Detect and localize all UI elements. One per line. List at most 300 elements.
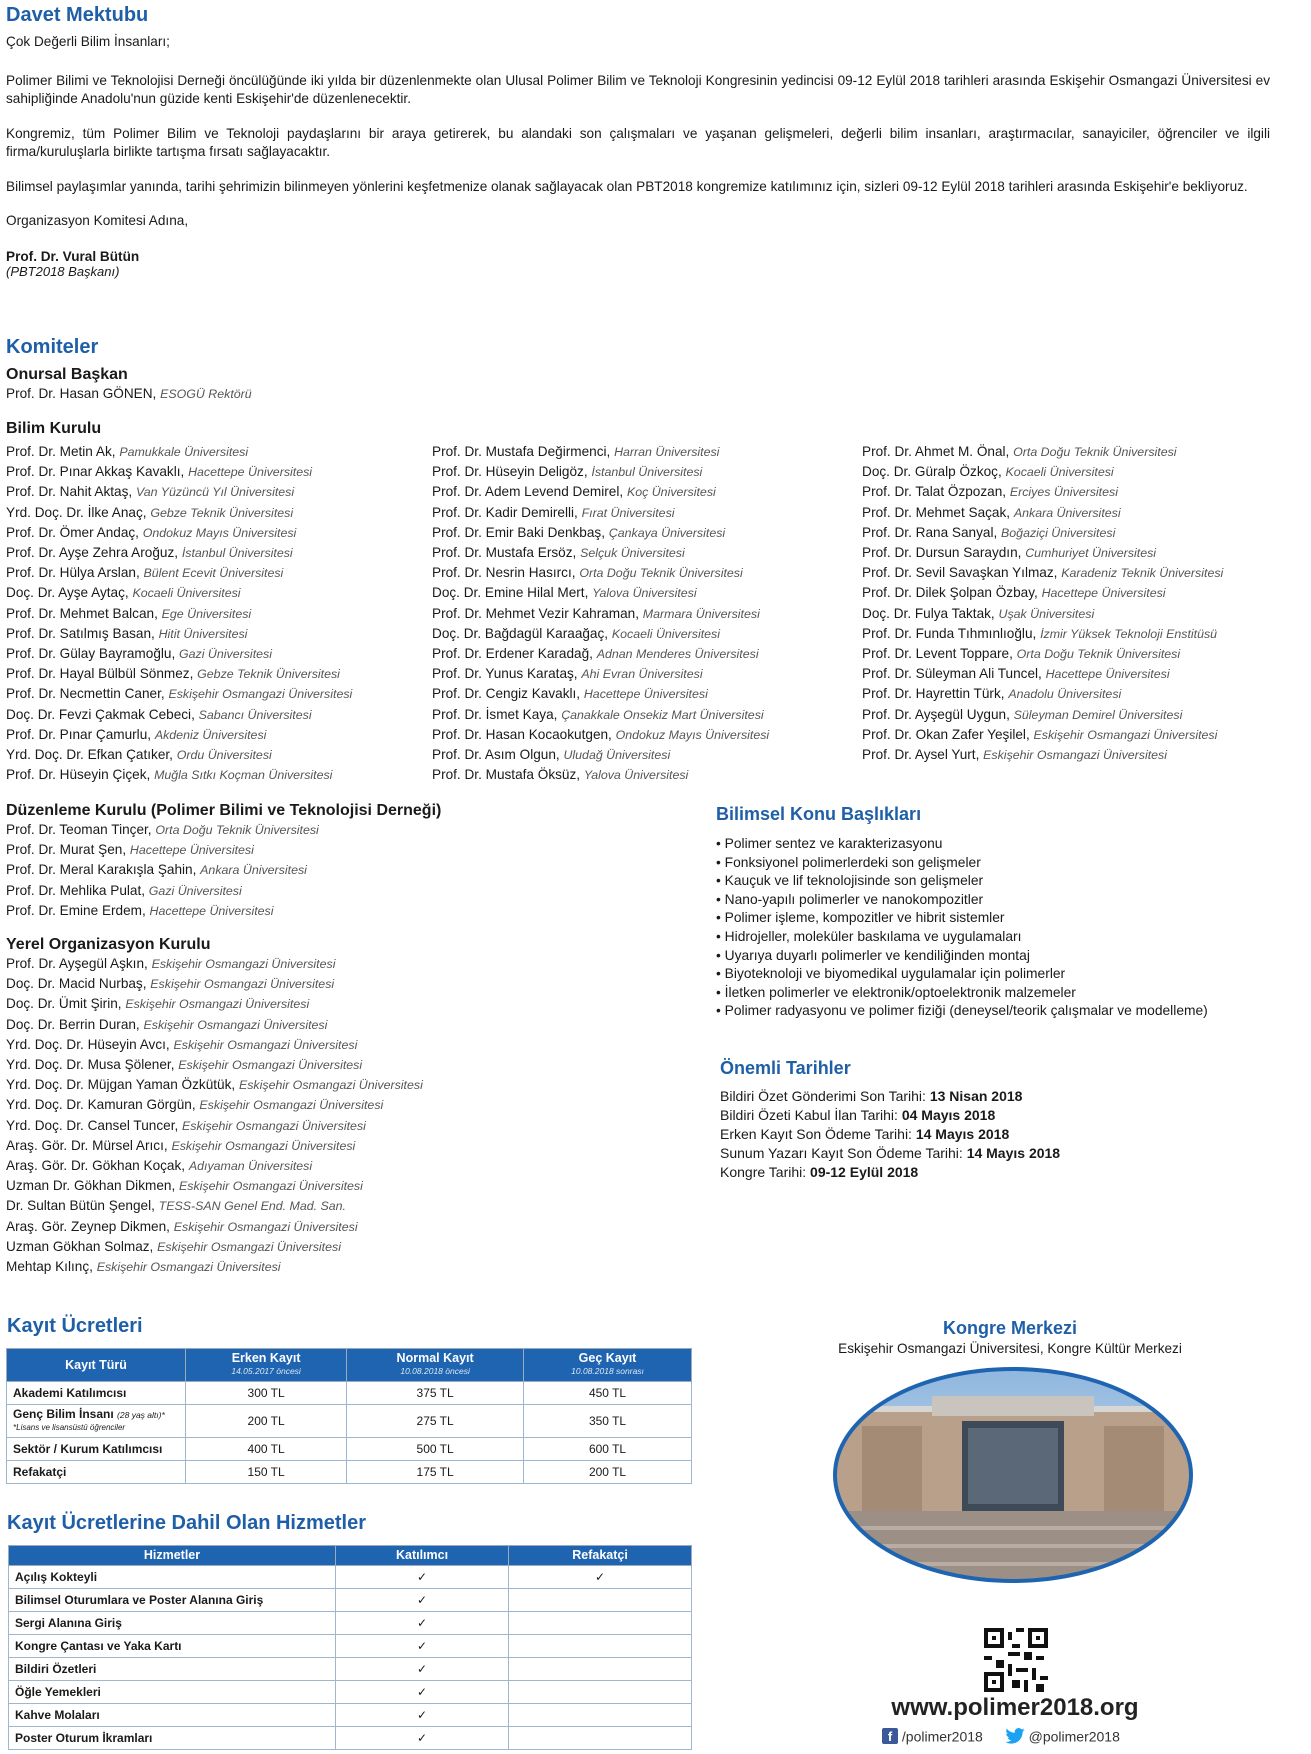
person-name: Doç. Dr. Macid Nurbaş, bbox=[6, 976, 147, 992]
list-item bbox=[6, 1217, 423, 1237]
person-affiliation: Orta Doğu Teknik Üniversitesi bbox=[579, 566, 743, 581]
person-name: Prof. Dr. Mustafa Değirmenci, bbox=[432, 444, 611, 459]
topic-item: • Nano-yapılı polimerler ve nanokompozitler bbox=[716, 891, 1276, 910]
person-name: Doç. Dr. Bağdagül Karaağaç, bbox=[432, 625, 609, 641]
date-value: 14 Mayıs 2018 bbox=[966, 1145, 1061, 1161]
person-name: Prof. Dr. İsmet Kaya, bbox=[432, 706, 558, 722]
invitation-paragraph: Bilimsel paylaşımlar yanında, tarihi şehrimizin bilinmeyen yönlerini keşfetmenize olanak sağlayacak olan PBT2018 kongremize katılımınız için, sizleri 09-12 Eylül 2018 tarihleri arasında Eskişehir'e bekliyoruz. bbox=[6, 178, 1248, 194]
person-affiliation: Ondokuz Mayıs Üniversitesi bbox=[142, 525, 297, 540]
facebook-handle[interactable]: /polimer2018 bbox=[901, 1728, 983, 1745]
person-name: Prof. Dr. Sevil Savaşkan Yılmaz, bbox=[862, 565, 1058, 581]
person-name: Prof. Dr. Erdener Karadağ, bbox=[432, 646, 593, 662]
person-name: Prof. Dr. Levent Toppare, bbox=[862, 646, 1013, 662]
venue-section bbox=[790, 1318, 1230, 1356]
invitation-greeting: Çok Değerli Bilim İnsanları; bbox=[6, 34, 170, 49]
invitation-title: Davet Mektubu bbox=[6, 4, 149, 26]
date-row bbox=[720, 1144, 1240, 1163]
person-name: Uzman Gökhan Solmaz, bbox=[6, 1238, 154, 1254]
person-affiliation: Cumhuriyet Üniversitesi bbox=[1025, 546, 1157, 561]
date-label: Kongre Tarihi: bbox=[720, 1164, 807, 1180]
local-section bbox=[6, 936, 423, 1277]
person-affiliation: Çankaya Üniversitesi bbox=[608, 525, 726, 540]
organizing-list bbox=[6, 820, 441, 921]
list-item bbox=[862, 745, 1223, 765]
honorary-list bbox=[6, 384, 252, 404]
person-name: Doç. Dr. Ümit Şirin, bbox=[6, 996, 122, 1012]
person-name: Yrd. Doç. Dr. Efkan Çatıker, bbox=[6, 747, 173, 763]
list-item bbox=[432, 503, 769, 523]
person-affiliation: Eskişehir Osmangazi Üniversitesi bbox=[182, 1118, 366, 1133]
list-item bbox=[6, 974, 423, 994]
organizing-title: Düzenleme Kurulu (Polimer Bilimi ve Teknolojisi Derneği) bbox=[6, 802, 442, 819]
person-affiliation: Akdeniz Üniversitesi bbox=[154, 727, 267, 742]
qr-code-icon[interactable] bbox=[984, 1628, 1048, 1692]
person-affiliation: Eskişehir Osmangazi Üniversitesi bbox=[173, 1219, 358, 1234]
signer-name: Prof. Dr. Vural Bütün bbox=[6, 248, 140, 264]
date-row bbox=[720, 1087, 1240, 1106]
table-row: Refakatçi 150 TL 175 TL 200 TL bbox=[7, 1461, 692, 1484]
person-name: Doç. Dr. Güralp Özkoç, bbox=[862, 464, 1002, 480]
person-name: Prof. Dr. Mustafa Öksüz, bbox=[432, 767, 581, 783]
person-affiliation: Gazi Üniversitesi bbox=[179, 647, 272, 662]
venue-title: Kongre Merkezi bbox=[942, 1318, 1078, 1338]
list-item bbox=[862, 725, 1223, 745]
invitation-section bbox=[6, 4, 1270, 279]
person-affiliation: Hitit Üniversitesi bbox=[158, 626, 248, 641]
facebook-icon[interactable]: f bbox=[882, 1728, 898, 1744]
list-item bbox=[862, 705, 1223, 725]
person-name: Prof. Dr. Ayşe Zehra Aroğuz, bbox=[6, 545, 179, 561]
website-link[interactable]: www.polimer2018.org bbox=[891, 1694, 1139, 1721]
person-affiliation: Kocaeli Üniversitesi bbox=[611, 626, 720, 641]
person-affiliation: Eskişehir Osmangazi Üniversitesi bbox=[179, 1179, 363, 1194]
person-name: Yrd. Doç. Dr. Cansel Tuncer, bbox=[6, 1117, 179, 1133]
list-item bbox=[6, 1015, 423, 1035]
person-affiliation: Uşak Üniversitesi bbox=[998, 606, 1095, 621]
topic-item: • Kauçuk ve lif teknolojisinde son gelişmeler bbox=[716, 872, 1276, 891]
list-item bbox=[6, 1055, 423, 1075]
person-name: Prof. Dr. Yunus Karataş, bbox=[432, 666, 578, 682]
list-item bbox=[862, 482, 1223, 502]
list-item bbox=[6, 563, 352, 583]
person-affiliation: İzmir Yüksek Teknoloji Enstitüsü bbox=[1040, 626, 1218, 641]
list-item bbox=[862, 503, 1223, 523]
fees-title: Kayıt Ücretleri bbox=[7, 1315, 143, 1337]
topics-title: Bilimsel Konu Başlıkları bbox=[716, 804, 922, 824]
list-item bbox=[6, 1035, 423, 1055]
person-name: Prof. Dr. Mehlika Pulat, bbox=[6, 882, 146, 898]
list-item bbox=[862, 604, 1223, 624]
local-list bbox=[6, 954, 423, 1277]
person-affiliation: İstanbul Üniversitesi bbox=[591, 465, 703, 480]
date-value: 04 Mayıs 2018 bbox=[901, 1107, 996, 1123]
services-table bbox=[8, 1545, 692, 1750]
list-item bbox=[6, 1156, 423, 1176]
person-affiliation: Süleyman Demirel Üniversitesi bbox=[1013, 707, 1183, 722]
list-item bbox=[6, 644, 352, 664]
person-name: Yrd. Doç. Dr. Hüseyin Avcı, bbox=[6, 1036, 170, 1052]
person-name: Prof. Dr. Hayal Bülbül Sönmez, bbox=[6, 666, 194, 682]
date-row bbox=[720, 1163, 1240, 1182]
person-name: Prof. Dr. Funda Tıhmınlıoğlu, bbox=[862, 625, 1037, 641]
person-affiliation: Ankara Üniversitesi bbox=[1013, 505, 1121, 520]
person-affiliation: Gebze Teknik Üniversitesi bbox=[197, 667, 340, 682]
person-affiliation: Anadolu Üniversitesi bbox=[1008, 687, 1122, 702]
person-affiliation: Ankara Üniversitesi bbox=[200, 863, 307, 878]
social-links bbox=[882, 1727, 1120, 1744]
person-affiliation: Hacettepe Üniversitesi bbox=[129, 843, 254, 858]
list-item bbox=[432, 644, 769, 664]
person-affiliation: Orta Doğu Teknik Üniversitesi bbox=[155, 823, 319, 837]
person-affiliation: ESOGÜ Rektörü bbox=[160, 387, 252, 401]
table-row: Genç Bilim İnsanı (28 yaş altı)* *Lisans ve lisansüstü öğrenciler 200 TL 275 TL 350 TL bbox=[7, 1405, 692, 1438]
person-affiliation: Eskişehir Osmangazi Üniversitesi bbox=[173, 1037, 358, 1052]
person-affiliation: Sabancı Üniversitesi bbox=[198, 707, 312, 722]
list-item bbox=[6, 954, 423, 974]
services-title: Kayıt Ücretlerine Dahil Olan Hizmetler bbox=[7, 1512, 367, 1534]
person-affiliation: Erciyes Üniversitesi bbox=[1009, 485, 1118, 500]
date-value: 14 Mayıs 2018 bbox=[915, 1126, 1010, 1142]
science-committee-col2 bbox=[432, 442, 769, 785]
person-name: Prof. Dr. Gülay Bayramoğlu, bbox=[6, 646, 176, 662]
list-item bbox=[432, 725, 769, 745]
person-name: Prof. Dr. Necmettin Caner, bbox=[6, 686, 165, 702]
person-affiliation: Eskişehir Osmangazi Üniversitesi bbox=[238, 1078, 423, 1093]
date-label: Bildiri Özeti Kabul İlan Tarihi: bbox=[720, 1107, 898, 1123]
fees-header: Kayıt Türü bbox=[7, 1349, 186, 1382]
person-affiliation: Kocaeli Üniversitesi bbox=[1005, 465, 1114, 480]
topic-item: • Biyoteknoloji ve biyomedikal uygulamalar için polimerler bbox=[716, 965, 1276, 984]
person-name: Prof. Dr. Murat Şen, bbox=[6, 842, 127, 858]
person-name: Yrd. Doç. Dr. Musa Şölener, bbox=[6, 1057, 175, 1073]
person-affiliation: Eskişehir Osmangazi Üniversitesi bbox=[151, 957, 336, 971]
person-affiliation: Eskişehir Osmangazi Üniversitesi bbox=[1033, 727, 1218, 742]
list-item bbox=[432, 462, 769, 482]
committees-title: Komiteler bbox=[6, 336, 99, 358]
person-affiliation: Hacettepe Üniversitesi bbox=[1045, 667, 1170, 682]
person-name: Prof. Dr. Talat Özpozan, bbox=[862, 484, 1007, 500]
list-item bbox=[432, 442, 769, 462]
person-name: Prof. Dr. Pınar Çamurlu, bbox=[6, 726, 152, 742]
person-affiliation: Eskişehir Osmangazi Üniversitesi bbox=[157, 1239, 341, 1254]
person-affiliation: Hacettepe Üniversitesi bbox=[188, 465, 313, 480]
person-affiliation: TESS-SAN Genel End. Mad. San. bbox=[158, 1199, 346, 1214]
list-item bbox=[6, 503, 352, 523]
topic-item: • Polimer işleme, kompozitler ve hibrit sistemler bbox=[716, 909, 1276, 928]
venue-subtitle: Eskişehir Osmangazi Üniversitesi, Kongre Kültür Merkezi bbox=[838, 1341, 1182, 1356]
list-item bbox=[6, 765, 352, 785]
services-header: Katılımcı bbox=[336, 1546, 509, 1566]
table-row: Akademi Katılımcısı 300 TL 375 TL 450 TL bbox=[7, 1382, 692, 1405]
person-name: Prof. Dr. Hayrettin Türk, bbox=[862, 686, 1005, 702]
local-title: Yerel Organizasyon Kurulu bbox=[6, 936, 211, 953]
list-item bbox=[6, 1237, 423, 1257]
person-affiliation: Eskişehir Osmangazi Üniversitesi bbox=[96, 1260, 281, 1275]
person-affiliation: Adnan Menderes Üniversitesi bbox=[596, 647, 759, 662]
dates-section bbox=[720, 1058, 1240, 1182]
list-item bbox=[6, 705, 352, 725]
person-name: Doç. Dr. Fulya Taktak, bbox=[862, 605, 995, 621]
person-name: Doç. Dr. Ayşe Aytaç, bbox=[6, 585, 129, 601]
person-name: Prof. Dr. Pınar Akkaş Kavaklı, bbox=[6, 464, 185, 480]
person-name: Prof. Dr. Ahmet M. Önal, bbox=[862, 444, 1010, 459]
fees-table bbox=[6, 1348, 692, 1484]
honorary-title: Onursal Başkan bbox=[6, 366, 128, 383]
person-name: Uzman Dr. Gökhan Dikmen, bbox=[6, 1178, 176, 1194]
person-name: Prof. Dr. Rana Sanyal, bbox=[862, 524, 998, 540]
list-item bbox=[432, 583, 769, 603]
person-affiliation: Eskişehir Osmangazi Üniversitesi bbox=[150, 977, 335, 992]
table-row: Poster Oturum İkramları ✓ bbox=[9, 1727, 692, 1750]
person-affiliation: Harran Üniversitesi bbox=[614, 445, 720, 459]
list-item bbox=[6, 684, 352, 704]
list-item bbox=[432, 624, 769, 644]
list-item bbox=[6, 583, 352, 603]
twitter-icon[interactable] bbox=[1005, 1728, 1025, 1744]
date-label: Sunum Yazarı Kayıt Son Ödeme Tarihi: bbox=[720, 1145, 963, 1161]
table-row: Kongre Çantası ve Yaka Kartı ✓ bbox=[9, 1635, 692, 1658]
list-item bbox=[862, 644, 1223, 664]
person-name: Araş. Gör. Zeynep Dikmen, bbox=[6, 1218, 170, 1234]
person-name: Prof. Dr. Hülya Arslan, bbox=[6, 565, 140, 581]
list-item bbox=[6, 901, 441, 921]
topic-item: • İletken polimerler ve elektronik/optoelektronik malzemeler bbox=[716, 984, 1276, 1003]
list-item bbox=[862, 624, 1223, 644]
fees-header: Erken Kayıt 14.05.2017 öncesi bbox=[186, 1349, 347, 1382]
person-name: Prof. Dr. Hasan GÖNEN, bbox=[6, 386, 157, 401]
list-item bbox=[432, 482, 769, 502]
person-name: Yrd. Doç. Dr. Müjgan Yaman Özkütük, bbox=[6, 1077, 236, 1093]
person-name: Prof. Dr. Hüseyin Deligöz, bbox=[432, 464, 588, 480]
table-row: Bilimsel Oturumlara ve Poster Alanına Giriş ✓ bbox=[9, 1589, 692, 1612]
list-item bbox=[6, 1095, 423, 1115]
person-affiliation: Boğaziçi Üniversitesi bbox=[1001, 525, 1116, 540]
fees-header: Geç Kayıt 10.08.2018 sonrası bbox=[524, 1349, 692, 1382]
person-affiliation: Ahi Evran Üniversitesi bbox=[581, 667, 703, 682]
list-item bbox=[6, 725, 352, 745]
list-item bbox=[862, 583, 1223, 603]
person-name: Prof. Dr. Dilek Şolpan Özbay, bbox=[862, 585, 1038, 601]
person-name: Prof. Dr. Mustafa Ersöz, bbox=[432, 545, 577, 561]
person-affiliation: Gebze Teknik Üniversitesi bbox=[150, 505, 294, 520]
table-row: Bildiri Özetleri ✓ bbox=[9, 1658, 692, 1681]
person-affiliation: Orta Doğu Teknik Üniversitesi bbox=[1016, 647, 1181, 662]
list-item bbox=[6, 1176, 423, 1196]
person-affiliation: Bülent Ecevit Üniversitesi bbox=[143, 566, 284, 581]
person-name: Prof. Dr. Ömer Andaç, bbox=[6, 524, 139, 540]
person-name: Yrd. Doç. Dr. Kamuran Görgün, bbox=[6, 1097, 196, 1113]
dates-title: Önemli Tarihler bbox=[720, 1058, 851, 1078]
topic-item: • Uyarıya duyarlı polimerler ve kendiliğinden montaj bbox=[716, 947, 1276, 966]
list-item bbox=[6, 1196, 423, 1216]
person-name: Prof. Dr. Mehmet Vezir Kahraman, bbox=[432, 605, 640, 621]
list-item bbox=[6, 664, 352, 684]
date-label: Bildiri Özet Gönderimi Son Tarihi: bbox=[720, 1088, 926, 1104]
topic-item: • Polimer sentez ve karakterizasyonu bbox=[716, 835, 1276, 854]
list-item bbox=[862, 563, 1223, 583]
list-item bbox=[6, 745, 352, 765]
list-item bbox=[6, 1116, 423, 1136]
services-header: Hizmetler bbox=[9, 1546, 336, 1566]
person-name: Prof. Dr. Asım Olgun, bbox=[432, 747, 560, 763]
invitation-paragraph: Polimer Bilimi ve Teknolojisi Derneği öncülüğünde iki yılda bir düzenlenmekte olan Ulusal Polimer Bilim ve Teknoloji Kongresinin yedincisi 09-12 Eylül 2018 tarihleri arasında Eskişehir Osmangazi Üniversitesi ev sahipliğinde Anadolu'nun güzide kenti Eskişehir'de düzenlenecektir. bbox=[6, 72, 1270, 106]
person-affiliation: Selçuk Üniversitesi bbox=[580, 546, 685, 561]
person-affiliation: Eskişehir Osmangazi Üniversitesi bbox=[983, 748, 1168, 763]
list-item bbox=[862, 543, 1223, 563]
person-name: Prof. Dr. Adem Levend Demirel, bbox=[432, 484, 624, 500]
list-item bbox=[6, 820, 441, 840]
organizing-section bbox=[6, 802, 441, 921]
date-value: 09-12 Eylül 2018 bbox=[810, 1164, 919, 1180]
list-item bbox=[6, 482, 352, 502]
science-committee-col3 bbox=[862, 442, 1223, 765]
list-item bbox=[6, 462, 352, 482]
person-affiliation: Yalova Üniversitesi bbox=[592, 586, 697, 601]
person-affiliation: Eskişehir Osmangazi Üniversitesi bbox=[125, 997, 310, 1012]
person-affiliation: Kocaeli Üniversitesi bbox=[132, 586, 241, 601]
science-committee-col1 bbox=[6, 442, 352, 785]
person-affiliation: Uludağ Üniversitesi bbox=[563, 748, 671, 763]
invitation-closing: Organizasyon Komitesi Adına, bbox=[6, 213, 189, 228]
person-name: Prof. Dr. Metin Ak, bbox=[6, 444, 116, 459]
person-name: Yrd. Doç. Dr. İlke Anaç, bbox=[6, 504, 147, 520]
person-affiliation: Eskişehir Osmangazi Üniversitesi bbox=[178, 1058, 363, 1073]
honorary-section bbox=[6, 366, 252, 404]
person-name: Doç. Dr. Emine Hilal Mert, bbox=[432, 585, 589, 601]
person-name: Prof. Dr. Mehmet Saçak, bbox=[862, 504, 1011, 520]
person-name: Prof. Dr. Hüseyin Çiçek, bbox=[6, 767, 151, 783]
topic-item: • Polimer radyasyonu ve polimer fiziği (deneysel/teorik çalışmalar ve modelleme) bbox=[716, 1002, 1276, 1021]
person-affiliation: Eskişehir Osmangazi Üniversitesi bbox=[171, 1138, 356, 1153]
list-item bbox=[432, 563, 769, 583]
list-item bbox=[6, 860, 441, 880]
person-name: Prof. Dr. Süleyman Ali Tuncel, bbox=[862, 666, 1042, 682]
list-item bbox=[6, 543, 352, 563]
topic-item: • Fonksiyonel polimerlerdeki son gelişmeler bbox=[716, 854, 1276, 873]
date-row bbox=[720, 1125, 1240, 1144]
person-name: Prof. Dr. Nahit Aktaş, bbox=[6, 484, 133, 500]
person-affiliation: Ordu Üniversitesi bbox=[176, 748, 272, 763]
person-affiliation: Hacettepe Üniversitesi bbox=[583, 687, 708, 702]
person-affiliation: Eskişehir Osmangazi Üniversitesi bbox=[199, 1098, 384, 1113]
table-row: Sektör / Kurum Katılımcısı 400 TL 500 TL 600 TL bbox=[7, 1438, 692, 1461]
person-name: Prof. Dr. Mehmet Balcan, bbox=[6, 605, 158, 621]
list-item bbox=[6, 624, 352, 644]
person-name: Prof. Dr. Kadir Demirelli, bbox=[432, 504, 578, 520]
person-name: Prof. Dr. Okan Zafer Yeşilel, bbox=[862, 726, 1030, 742]
list-item bbox=[432, 745, 769, 765]
list-item bbox=[6, 1136, 423, 1156]
person-name: Doç. Dr. Fevzi Çakmak Cebeci, bbox=[6, 706, 195, 722]
list-item bbox=[432, 705, 769, 725]
person-name: Dr. Sultan Bütün Şengel, bbox=[6, 1198, 155, 1214]
person-name: Prof. Dr. Hasan Kocaokutgen, bbox=[432, 726, 612, 742]
person-affiliation: Pamukkale Üniversitesi bbox=[119, 445, 249, 459]
list-item bbox=[432, 523, 769, 543]
person-name: Araş. Gör. Dr. Gökhan Koçak, bbox=[6, 1158, 186, 1174]
person-name: Doç. Dr. Berrin Duran, bbox=[6, 1016, 140, 1032]
fees-header: Normal Kayıt 10.08.2018 öncesi bbox=[347, 1349, 524, 1382]
person-name: Araş. Gör. Dr. Mürsel Arıcı, bbox=[6, 1137, 168, 1153]
list-item bbox=[6, 1257, 423, 1277]
person-affiliation: Ondokuz Mayıs Üniversitesi bbox=[615, 727, 770, 742]
list-item bbox=[6, 881, 441, 901]
list-item bbox=[432, 604, 769, 624]
date-value: 13 Nisan 2018 bbox=[929, 1088, 1023, 1104]
list-item bbox=[6, 1075, 423, 1095]
date-label: Erken Kayıt Son Ödeme Tarihi: bbox=[720, 1126, 912, 1142]
person-name: Prof. Dr. Nesrin Hasırcı, bbox=[432, 565, 576, 581]
list-item bbox=[6, 384, 252, 404]
person-affiliation: Adıyaman Üniversitesi bbox=[188, 1159, 313, 1174]
person-affiliation: Muğla Sıtkı Koçman Üniversitesi bbox=[154, 768, 333, 783]
list-item bbox=[432, 765, 769, 785]
services-header: Refakatçi bbox=[509, 1546, 692, 1566]
list-item bbox=[862, 684, 1223, 704]
list-item bbox=[6, 994, 423, 1014]
topics-list bbox=[716, 835, 1276, 1021]
list-item bbox=[6, 442, 352, 462]
table-row: Açılış Kokteyli ✓ ✓ bbox=[9, 1566, 692, 1589]
person-name: Prof. Dr. Meral Karakışla Şahin, bbox=[6, 862, 197, 878]
person-affiliation: Orta Doğu Teknik Üniversitesi bbox=[1013, 445, 1177, 459]
person-name: Prof. Dr. Emine Erdem, bbox=[6, 902, 146, 918]
person-name: Prof. Dr. Aysel Yurt, bbox=[862, 747, 980, 763]
person-affiliation: Gazi Üniversitesi bbox=[148, 883, 242, 898]
person-name: Prof. Dr. Emir Baki Denkbaş, bbox=[432, 524, 605, 540]
person-affiliation: Yalova Üniversitesi bbox=[583, 768, 689, 783]
person-name: Prof. Dr. Satılmış Basan, bbox=[6, 625, 155, 641]
twitter-handle[interactable]: @polimer2018 bbox=[1028, 1728, 1120, 1745]
person-affiliation: Karadeniz Teknik Üniversitesi bbox=[1061, 566, 1224, 581]
table-row: Öğle Yemekleri ✓ bbox=[9, 1681, 692, 1704]
person-affiliation: Van Yüzüncü Yıl Üniversitesi bbox=[135, 485, 295, 500]
person-affiliation: Marmara Üniversitesi bbox=[642, 606, 760, 621]
venue-photo bbox=[832, 1366, 1194, 1584]
person-affiliation: Eskişehir Osmangazi Üniversitesi bbox=[168, 687, 353, 702]
table-row: Sergi Alanına Giriş ✓ bbox=[9, 1612, 692, 1635]
topic-item: • Hidrojeller, moleküler baskılama ve uygulamaları bbox=[716, 928, 1276, 947]
list-item bbox=[432, 684, 769, 704]
list-item bbox=[6, 840, 441, 860]
person-name: Prof. Dr. Dursun Saraydın, bbox=[862, 545, 1022, 561]
person-name: Prof. Dr. Teoman Tinçer, bbox=[6, 822, 152, 837]
list-item bbox=[432, 664, 769, 684]
date-row bbox=[720, 1106, 1240, 1125]
person-affiliation: Koç Üniversitesi bbox=[626, 485, 716, 500]
person-name: Prof. Dr. Ayşegül Uygun, bbox=[862, 706, 1010, 722]
person-affiliation: Hacettepe Üniversitesi bbox=[1041, 586, 1166, 601]
table-row: Kahve Molaları ✓ bbox=[9, 1704, 692, 1727]
person-affiliation: İstanbul Üniversitesi bbox=[181, 546, 293, 561]
list-item bbox=[432, 543, 769, 563]
list-item bbox=[6, 604, 352, 624]
list-item bbox=[862, 462, 1223, 482]
topics-section bbox=[716, 804, 1276, 1021]
person-affiliation: Fırat Üniversitesi bbox=[581, 505, 675, 520]
person-affiliation: Ege Üniversitesi bbox=[161, 606, 252, 621]
person-affiliation: Eskişehir Osmangazi Üniversitesi bbox=[143, 1017, 328, 1032]
invitation-paragraph: Kongremiz, tüm Polimer Bilim ve Teknoloji paydaşlarını bir araya getirerek, bu alandaki son çalışmaları ve yaşanan gelişmeleri, değerli bilim insanları, araştırmacılar, sanayiciler, öğrenciler ve ilgili firma/kuruluşlarla birlikte tartışma fırsatı sağlayacaktır. bbox=[6, 125, 1270, 159]
signer-role: (PBT2018 Başkanı) bbox=[6, 263, 120, 279]
person-name: Prof. Dr. Cengiz Kavaklı, bbox=[432, 686, 581, 702]
person-name: Prof. Dr. Ayşegül Aşkın, bbox=[6, 956, 148, 971]
list-item bbox=[862, 523, 1223, 543]
list-item bbox=[862, 664, 1223, 684]
person-affiliation: Çanakkale Onsekiz Mart Üniversitesi bbox=[561, 707, 764, 722]
person-affiliation: Hacettepe Üniversitesi bbox=[149, 903, 274, 918]
science-committee-title: Bilim Kurulu bbox=[6, 420, 102, 437]
